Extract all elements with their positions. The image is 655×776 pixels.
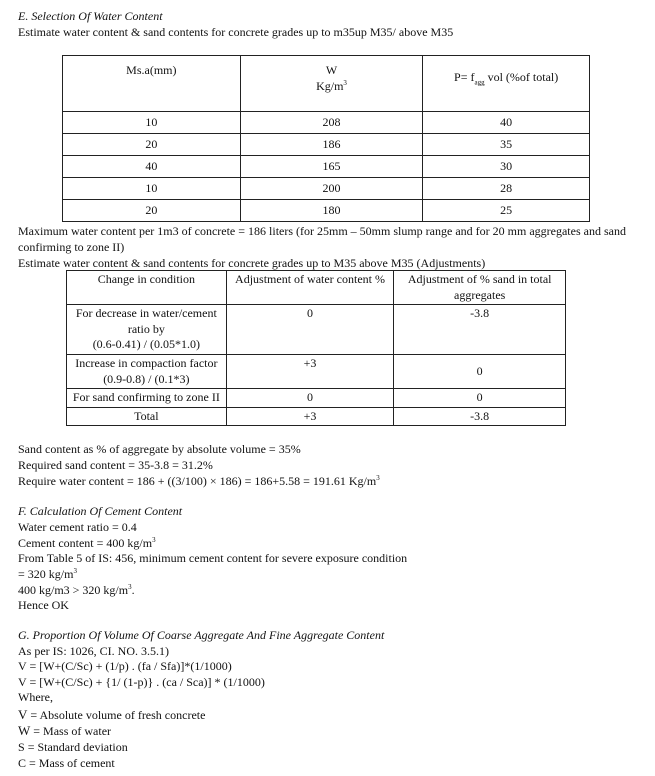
max-water-line1: Maximum water content per 1m3 of concrete = 186 liters (for 25mm – 50mm slump range and for 20 mm aggregates and sand (18, 224, 626, 238)
required-water-line: Require water content = 186 + ((3/100) × 186) = 186+5.58 = 191.61 $Kg/m^3$ (18, 474, 380, 488)
table2-header-condition: Change in condition (67, 271, 227, 305)
section-f-title: F. Calculation Of Cement Content (18, 504, 183, 518)
section-g-title: G. Proportion Of Volume Of Coarse Aggregate And Fine Aggregate Content (18, 628, 385, 642)
as-per-line: As per IS: 1026, CI. NO. 3.5.1) (18, 644, 169, 658)
where-label: Where, (18, 690, 53, 704)
wc-ratio-line: Water cement ratio = 0.4 (18, 520, 137, 534)
table1-header-percent: $P= f_{agg}$ vol (%of total) (423, 56, 590, 112)
adjustments-intro: Estimate water content & sand contents for concrete grades up to M35 above M35 (Adjustments) (18, 256, 486, 270)
table-row: Increase in compaction factor (0.9-0.8) / (0.1*3) +3 0 (67, 354, 566, 388)
table1-header-water: W $Kg/m^3$ (240, 56, 423, 112)
definition-item: V = Absolute volume of fresh concrete (18, 707, 206, 722)
min-cement-line: = 320 $kg/m^3$ (18, 567, 77, 581)
definition-item: W = Mass of water (18, 723, 112, 738)
required-sand-line: Required sand content = 35-3.8 = 31.2% (18, 458, 213, 472)
table-row: 20 186 35 (63, 134, 590, 156)
adjustments-table (66, 270, 566, 426)
cement-content-line: Cement content = 400 $kg/m^3$ (18, 536, 156, 550)
section-e-intro: Estimate water content & sand contents for concrete grades up to m35up M35/ above M35 (18, 25, 454, 39)
compare-line: 400 kg/m3 > 320 $kg/m^3$. (18, 583, 135, 597)
table-row: For sand confirming to zone II 0 0 (67, 389, 566, 408)
equation-coarse: V = [W+(C/Sc) + {1/ (1-p)} . (ca / Sca)] * (1/1000) (18, 675, 265, 689)
section-e-title: E. Selection Of Water Content (18, 9, 163, 23)
definition-item: S = Standard deviation (18, 740, 128, 754)
water-content-table (62, 55, 590, 222)
table-row: 10 208 40 (63, 112, 590, 134)
table-row: Total +3 -3.8 (67, 407, 566, 426)
max-water-line2: confirming to zone II) (18, 240, 125, 254)
hence-ok-line: Hence OK (18, 598, 69, 612)
table2-header-water: Adjustment of water content % (226, 271, 394, 305)
sand-content-line: Sand content as % of aggregate by absolute volume = 35% (18, 442, 301, 456)
table1-header-size: Ms.a(mm) (63, 56, 241, 112)
table5-line: From Table 5 of IS: 456, minimum cement content for severe exposure condition (18, 551, 408, 565)
table-row: 40 165 30 (63, 156, 590, 178)
table-row: For decrease in water/cement ratio by (0.6-0.41) / (0.05*1.0) 0 -3.8 (67, 305, 566, 355)
definition-item: C = Mass of cement (18, 756, 115, 770)
table-row: 10 200 28 (63, 178, 590, 200)
table-row: 20 180 25 (63, 200, 590, 222)
table2-header-sand: Adjustment of % sand in total aggregates (394, 271, 566, 305)
equation-fine: V = [W+(C/Sc) + (1/p) . (fa / Sfa)]*(1/1000) (18, 659, 232, 673)
